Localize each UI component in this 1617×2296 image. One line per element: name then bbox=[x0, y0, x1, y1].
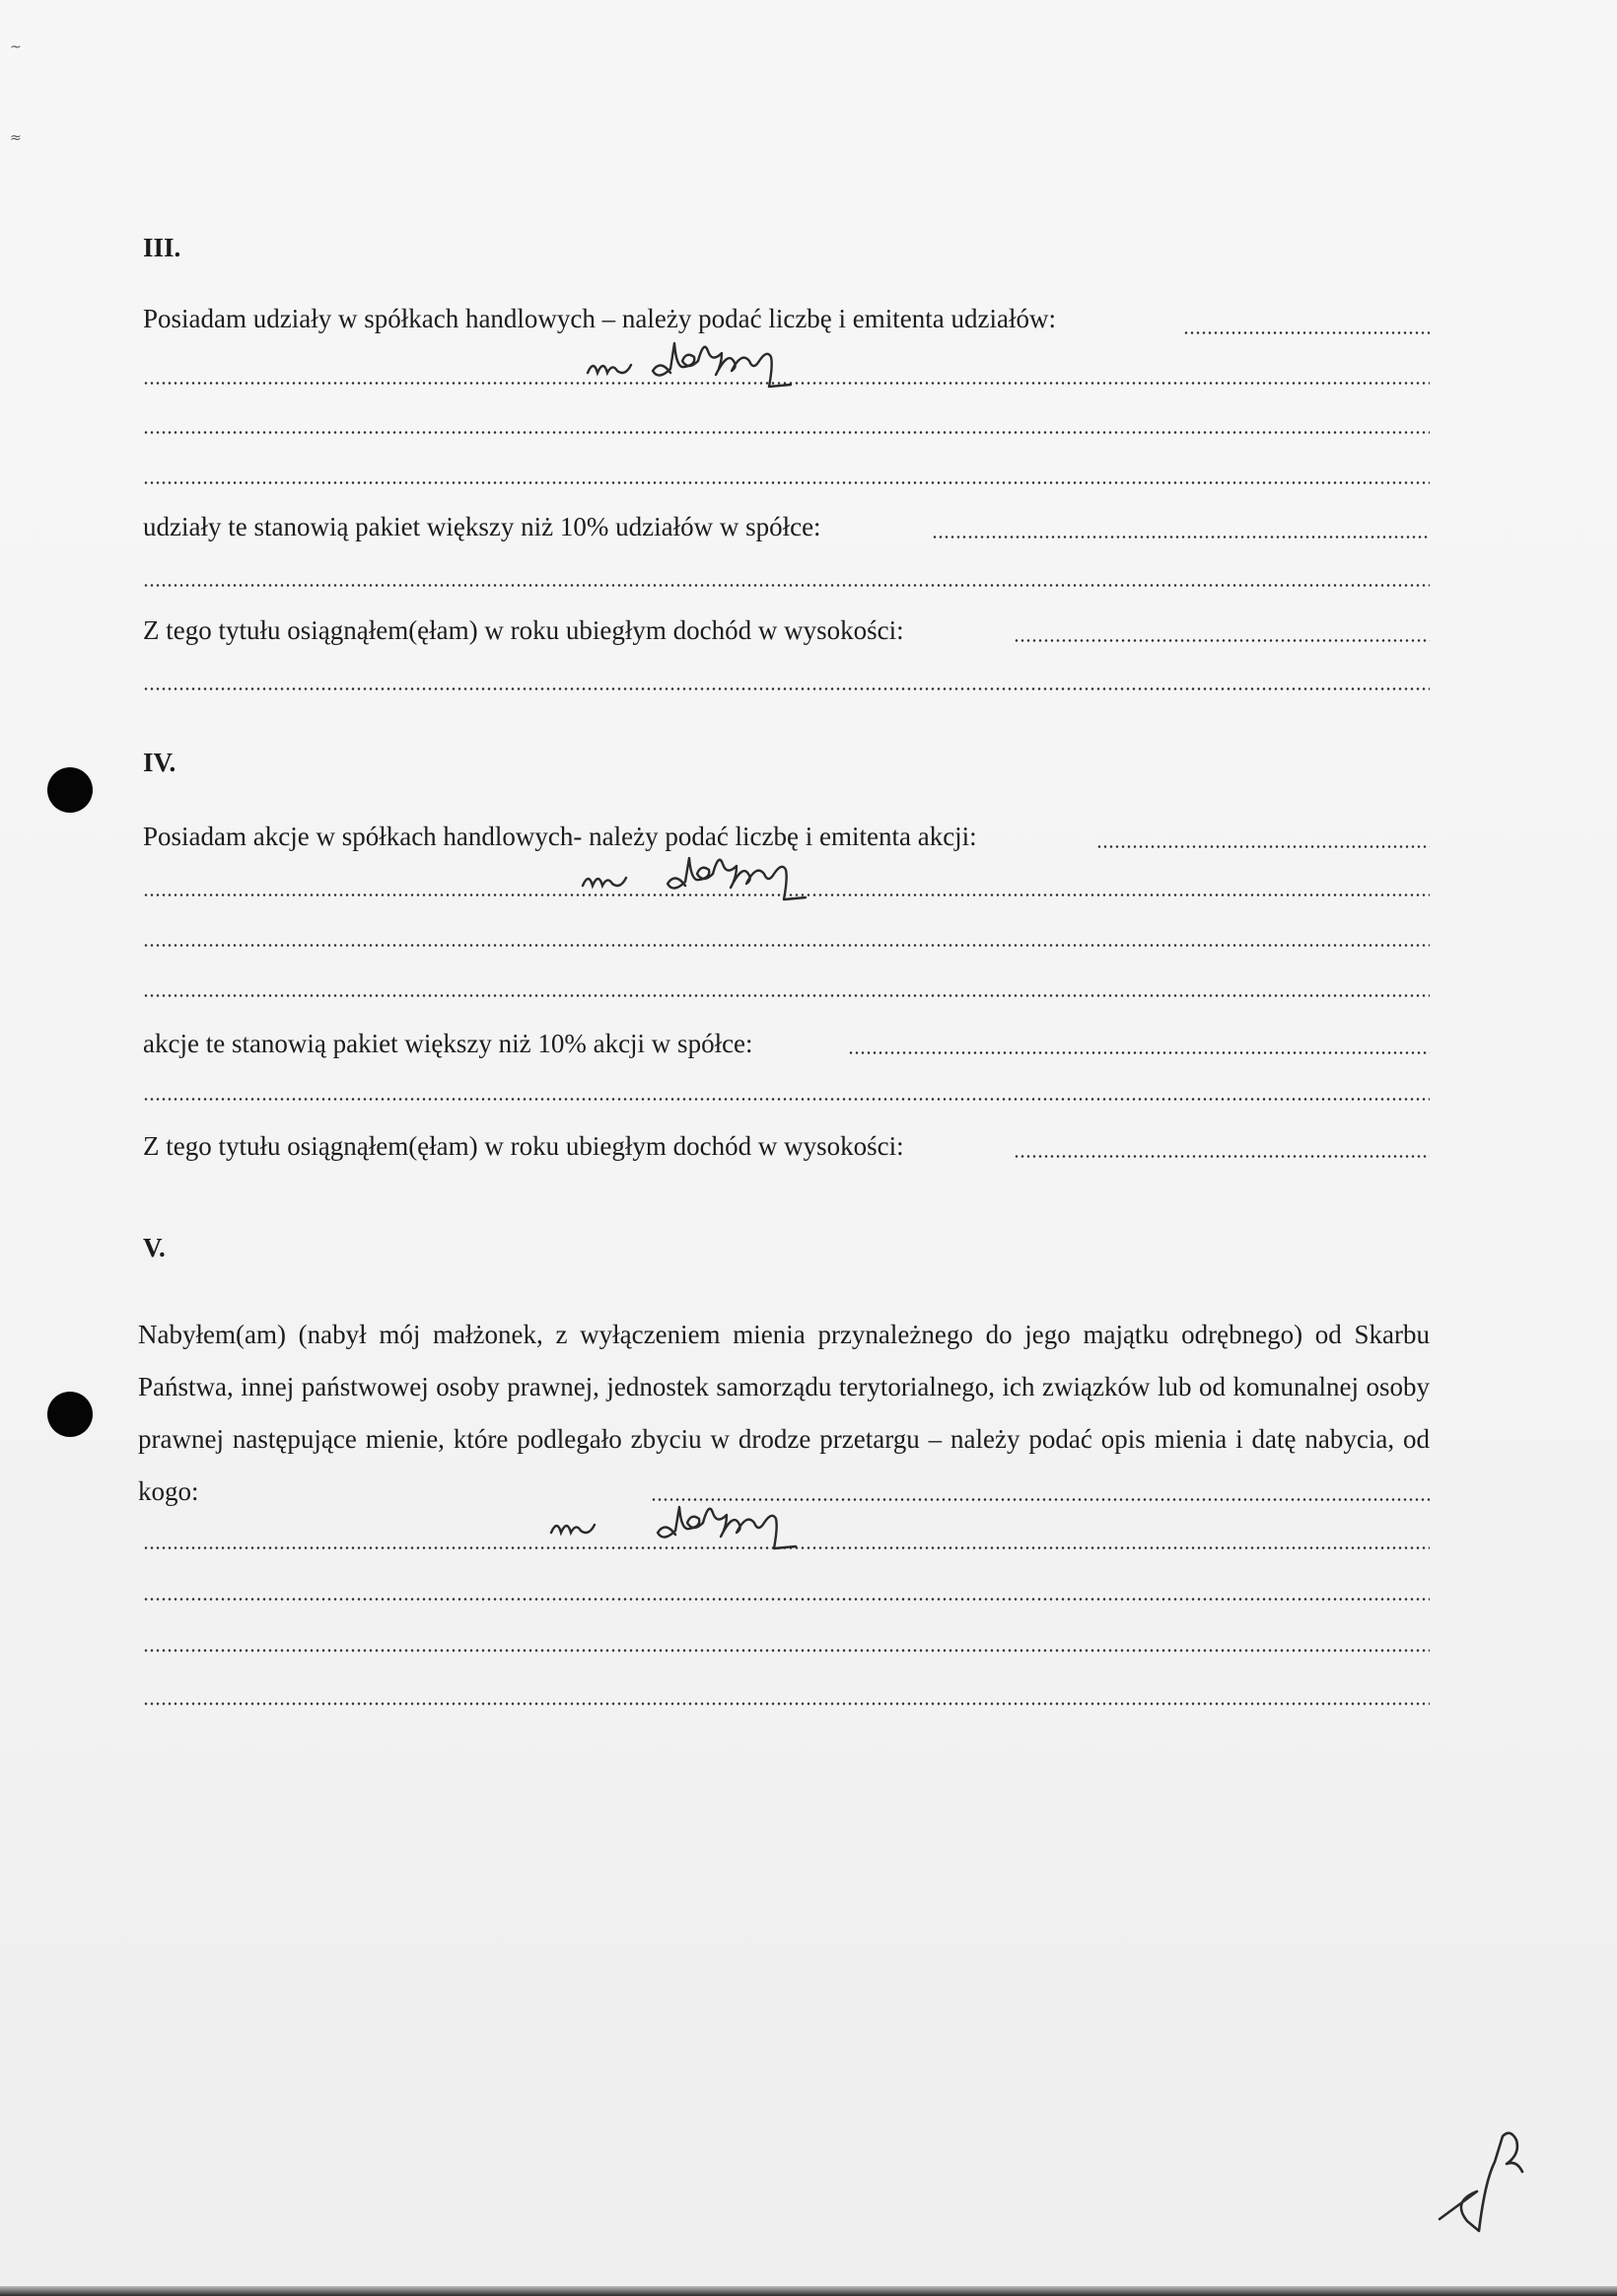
shares-stake-prompt: udziały te stanowią pakiet większy niż 10% udziałów w spółce: bbox=[143, 512, 821, 541]
dotted-fill-line bbox=[143, 1098, 1430, 1101]
section-v-heading: V. bbox=[143, 1233, 166, 1262]
dotted-fill-line bbox=[932, 536, 1430, 538]
punch-hole-icon bbox=[47, 767, 93, 813]
handwriting-text: nie dotyczy bbox=[547, 1539, 552, 1540]
stock-prompt: Posiadam akcje w spółkach handlowych- należy podać liczbę i emitenta akcji: bbox=[143, 822, 977, 851]
dotted-fill-line bbox=[143, 584, 1430, 587]
shares-stake-line bbox=[143, 509, 1430, 544]
handwriting-text: nie dotyczy bbox=[582, 373, 588, 374]
dotted-fill-line bbox=[1096, 845, 1430, 848]
handwritten-answer-iii bbox=[582, 333, 907, 402]
scan-artifact-mark: ~ bbox=[10, 39, 22, 55]
section-iii-heading: III. bbox=[143, 233, 181, 262]
punch-hole-icon bbox=[47, 1392, 93, 1437]
handwritten-answer-v bbox=[547, 1499, 873, 1568]
section-iv-heading: IV. bbox=[143, 748, 176, 777]
handwriting-text: nie dotyczy bbox=[577, 886, 582, 887]
dotted-fill-line bbox=[143, 687, 1430, 690]
shares-income-prompt: Z tego tytułu osiągnąłem(ęłam) w roku ubiegłym dochód w wysokości: bbox=[143, 615, 904, 645]
dotted-fill-line bbox=[143, 1702, 1430, 1705]
dotted-fill-line bbox=[143, 944, 1430, 947]
dotted-fill-line bbox=[143, 994, 1430, 997]
dotted-fill-line bbox=[143, 431, 1430, 434]
handwritten-answer-iv bbox=[577, 846, 902, 915]
dotted-fill-line bbox=[143, 1598, 1430, 1601]
dotted-fill-line bbox=[1014, 1155, 1430, 1158]
shares-prompt: Posiadam udziały w spółkach handlowych – należy podać liczbę i emitenta udziałów: bbox=[143, 304, 1056, 333]
dotted-fill-line bbox=[143, 481, 1430, 484]
acquisition-text: Nabyłem(am) (nabył mój małżonek, z wyłączeniem mienia przynależnego do jego majątku odrębnego) od Skarbu Państwa, innej państwowej osoby prawnej, jednostek samorządu terytorialnego, ich związków lub od komunalnej osoby prawnej następujące mienie, które podlegało zbyciu w drodze przetargu – należy podać opis mienia i datę nabycia, od kogo: bbox=[138, 1320, 1430, 1506]
dotted-fill-line bbox=[143, 1649, 1430, 1652]
scan-bottom-edge bbox=[0, 2286, 1617, 2296]
stock-stake-line bbox=[143, 1026, 1430, 1061]
stock-income-line bbox=[143, 1128, 1430, 1164]
stock-income-prompt: Z tego tytułu osiągnąłem(ęłam) w roku ubiegłym dochód w wysokości: bbox=[143, 1131, 904, 1161]
acquisition-paragraph bbox=[138, 1309, 1430, 1518]
scan-artifact-mark: ≈ bbox=[10, 130, 22, 146]
dotted-fill-line bbox=[1014, 639, 1430, 642]
dotted-fill-line bbox=[1183, 331, 1430, 334]
dotted-fill-line bbox=[848, 1051, 1430, 1054]
stock-stake-prompt: akcje te stanowią pakiet większy niż 10% akcji w spółce: bbox=[143, 1029, 753, 1058]
signature-icon bbox=[1430, 2120, 1578, 2249]
shares-income-line bbox=[143, 612, 1430, 648]
